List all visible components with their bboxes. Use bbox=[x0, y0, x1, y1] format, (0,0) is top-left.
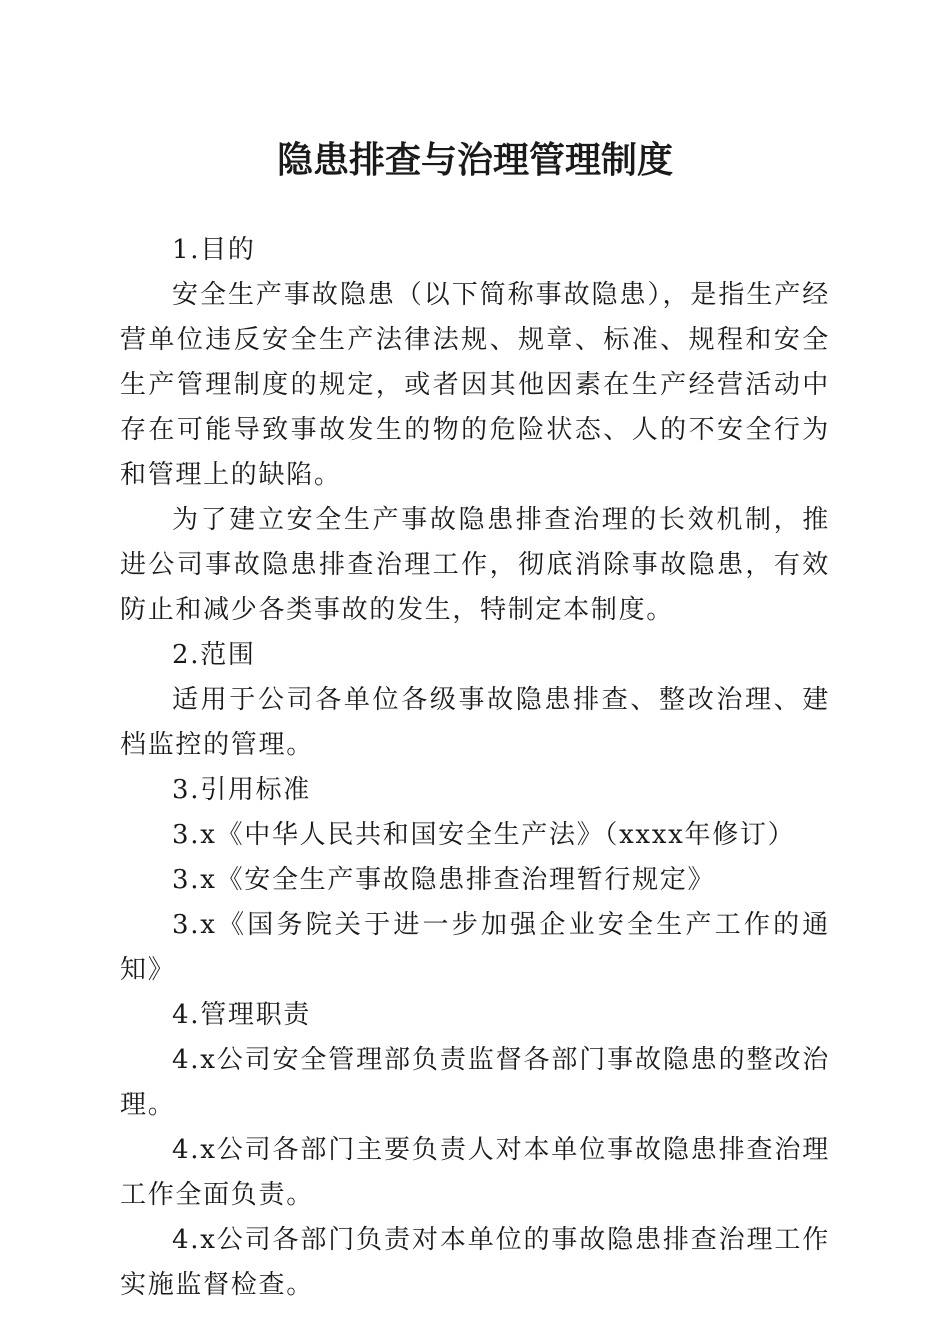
section-heading-references: 3.引用标准 bbox=[172, 775, 312, 805]
paragraph-scope: 适用于公司各单位各级事故隐患排查、整改治理、建档监控的管理。 bbox=[120, 685, 830, 760]
section-heading-purpose: 1.目的 bbox=[172, 235, 256, 265]
paragraph-purpose-statement: 为了建立安全生产事故隐患排查治理的长效机制，推进公司事故隐患排查治理工作，彻底消除事故隐患，有效防止和减少各类事故的发生，特制定本制度。 bbox=[120, 505, 830, 625]
section-heading-responsibilities: 4.管理职责 bbox=[172, 1000, 312, 1030]
reference-item: 3.x《安全生产事故隐患排查治理暂行规定》 bbox=[172, 865, 716, 895]
paragraph-hazard-definition: 安全生产事故隐患（以下简称事故隐患），是指生产经营单位违反安全生产法律法规、规章、标准、规程和安全生产管理制度的规定，或者因其他因素在生产经营活动中存在可能导致事故发生的物的危险状态、人的不安全行为和管理上的缺陷。 bbox=[120, 280, 830, 490]
reference-item: 3.x《国务院关于进一步加强企业安全生产工作的通知》 bbox=[120, 910, 830, 985]
responsibility-item: 4.x公司各部门负责对本单位的事故隐患排查治理工作实施监督检查。 bbox=[120, 1225, 830, 1300]
reference-item: 3.x《中华人民共和国安全生产法》（xxxx年修订） bbox=[172, 820, 796, 850]
section-heading-scope: 2.范围 bbox=[172, 640, 256, 670]
responsibility-item: 4.x公司安全管理部负责监督各部门事故隐患的整改治理。 bbox=[120, 1045, 830, 1120]
document-body bbox=[120, 228, 830, 1308]
responsibility-item: 4.x公司各部门主要负责人对本单位事故隐患排查治理工作全面负责。 bbox=[120, 1135, 830, 1210]
document-title: 隐患排查与治理管理制度 bbox=[276, 139, 673, 181]
